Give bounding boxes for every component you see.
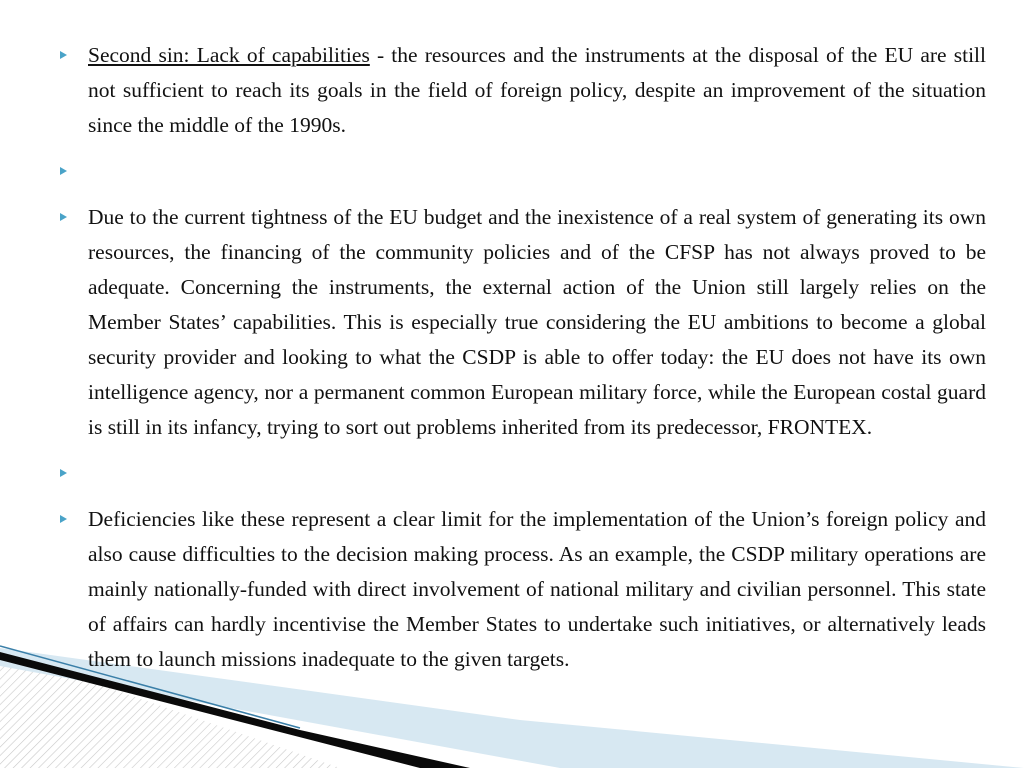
bullet-item-empty xyxy=(56,154,986,189)
bullet-item-deficiencies xyxy=(56,502,986,677)
bullet-arrow-icon xyxy=(60,515,67,523)
bullet-arrow-icon xyxy=(60,167,67,175)
bullet-text: - the resources and the instruments at the disposal of the EU are still not sufficient to reach its goals in the field of foreign policy, despite an improvement of the situation since the middle of the 1990s. xyxy=(88,43,987,137)
bullet-text: Deficiencies like these represent a clear limit for the implementation of the Union’s foreign policy and also cause difficulties to the decision making process. As an example, the CSDP military operations are mainly nationally-funded with direct involvement of national military and civilian personnel. This state of affairs can hardly incentivise the Member States to undertake such initiatives, or alternatively leads them to launch missions inadequate to the given targets. xyxy=(88,507,986,671)
bullet-item-empty xyxy=(56,456,986,491)
bullet-arrow-icon xyxy=(60,51,67,59)
bullet-item-budget xyxy=(56,200,986,445)
bullet-list xyxy=(56,38,986,688)
bullet-item-capabilities xyxy=(56,38,986,143)
bullet-arrow-icon xyxy=(60,213,67,221)
bullet-arrow-icon xyxy=(60,469,67,477)
bullet-text: Due to the current tightness of the EU budget and the inexistence of a real system of generating its own resources, the financing of the community policies and of the CFSP has not always proved to be adequate. Concerning the instruments, the external action of the Union still largely relies on the Member States’ capabilities. This is especially true considering the EU ambitions to become a global security provider and looking to what the CSDP is able to offer today: the EU does not have its own intelligence agency, nor a permanent common European military force, while the European costal guard is still in its infancy, trying to sort out problems inherited from its predecessor, FRONTEX. xyxy=(88,205,986,439)
bullet-heading: Second sin: Lack of capabilities xyxy=(88,43,370,67)
